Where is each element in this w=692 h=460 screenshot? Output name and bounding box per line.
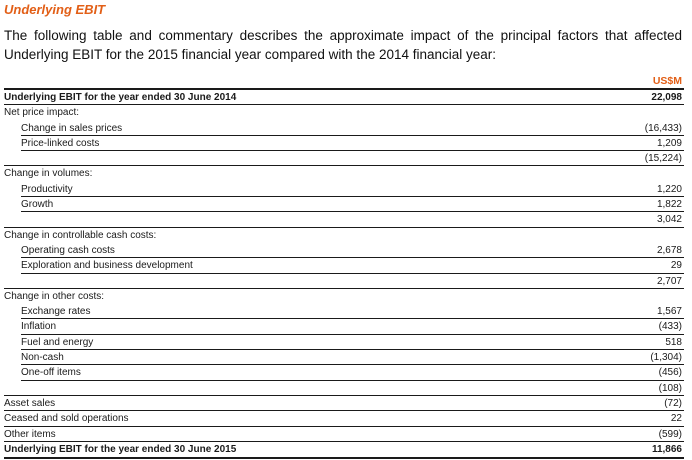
row-value: (456) [658, 367, 682, 379]
table-row-subtotal [4, 274, 684, 289]
section-heading: Underlying EBIT [4, 2, 106, 17]
table-row-group [4, 105, 684, 120]
table-row [4, 304, 684, 319]
row-label: Productivity [21, 183, 73, 195]
table-row [4, 319, 684, 334]
table-row [4, 427, 684, 442]
table-row [4, 182, 684, 197]
row-value: 3,042 [656, 214, 682, 226]
table-row [4, 365, 684, 380]
row-label: Change in other costs: [4, 290, 105, 302]
table-row-subtotal [4, 212, 684, 227]
row-value: 1,209 [656, 137, 682, 149]
row-label: Operating cash costs [21, 244, 115, 256]
table-row [4, 121, 684, 136]
row-value: (108) [658, 382, 682, 394]
row-label: Price-linked costs [21, 137, 100, 149]
ebit-table [4, 67, 684, 457]
row-label: Underlying EBIT for the year ended 30 June 2014 [4, 92, 237, 103]
row-label: Change in volumes: [4, 168, 93, 180]
row-label: Net price impact: [4, 107, 80, 119]
row-value: 1,567 [656, 306, 682, 318]
row-label: Change in sales prices [21, 122, 123, 134]
row-value: (16,433) [644, 122, 682, 134]
table-row-group [4, 289, 684, 304]
row-label: Asset sales [4, 397, 56, 409]
table-row [4, 258, 684, 273]
table-row [4, 350, 684, 365]
table-row [4, 411, 684, 426]
row-value: 29 [670, 260, 682, 272]
row-label: Fuel and energy [21, 336, 94, 348]
row-label: Exploration and business development [21, 260, 193, 272]
row-value: (72) [664, 397, 682, 409]
row-label: Exchange rates [21, 306, 91, 318]
table-header [4, 67, 684, 90]
row-value: 22 [670, 413, 682, 425]
table-row-subtotal [4, 151, 684, 166]
table-row [4, 396, 684, 411]
row-value: 22,098 [651, 92, 682, 103]
currency-header: US$M [652, 75, 682, 87]
table-row-group [4, 166, 684, 181]
row-label: Change in controllable cash costs: [4, 229, 157, 241]
row-value: 1,220 [656, 183, 682, 195]
row-label: Growth [21, 199, 54, 211]
table-row-subtotal [4, 381, 684, 396]
row-value: 518 [665, 336, 682, 348]
row-value: 1,822 [656, 199, 682, 211]
table-row [4, 136, 684, 151]
intro-paragraph: The following table and commentary describes the approximate impact of the principal factors that affected Underlying EBIT for the 2015 financial year compared with the 2014 financial year: [4, 28, 682, 62]
row-value: (433) [658, 321, 682, 333]
row-label: Ceased and sold operations [4, 413, 129, 425]
row-value: (15,224) [644, 153, 682, 165]
row-value: 11,866 [651, 443, 682, 455]
table-row-opening [4, 90, 684, 105]
row-value: 2,678 [656, 244, 682, 256]
row-value: 2,707 [656, 275, 682, 287]
table-row [4, 335, 684, 350]
table-row-group [4, 228, 684, 243]
row-value: (599) [658, 428, 682, 440]
table-row-closing [4, 442, 684, 457]
row-label: Inflation [21, 321, 57, 333]
row-value: (1,304) [650, 352, 682, 364]
table-row [4, 243, 684, 258]
row-label: One-off items [21, 367, 81, 379]
table-row [4, 197, 684, 212]
row-label: Non-cash [21, 352, 64, 364]
row-label: Underlying EBIT for the year ended 30 June 2015 [4, 443, 237, 455]
row-label: Other items [4, 428, 56, 440]
